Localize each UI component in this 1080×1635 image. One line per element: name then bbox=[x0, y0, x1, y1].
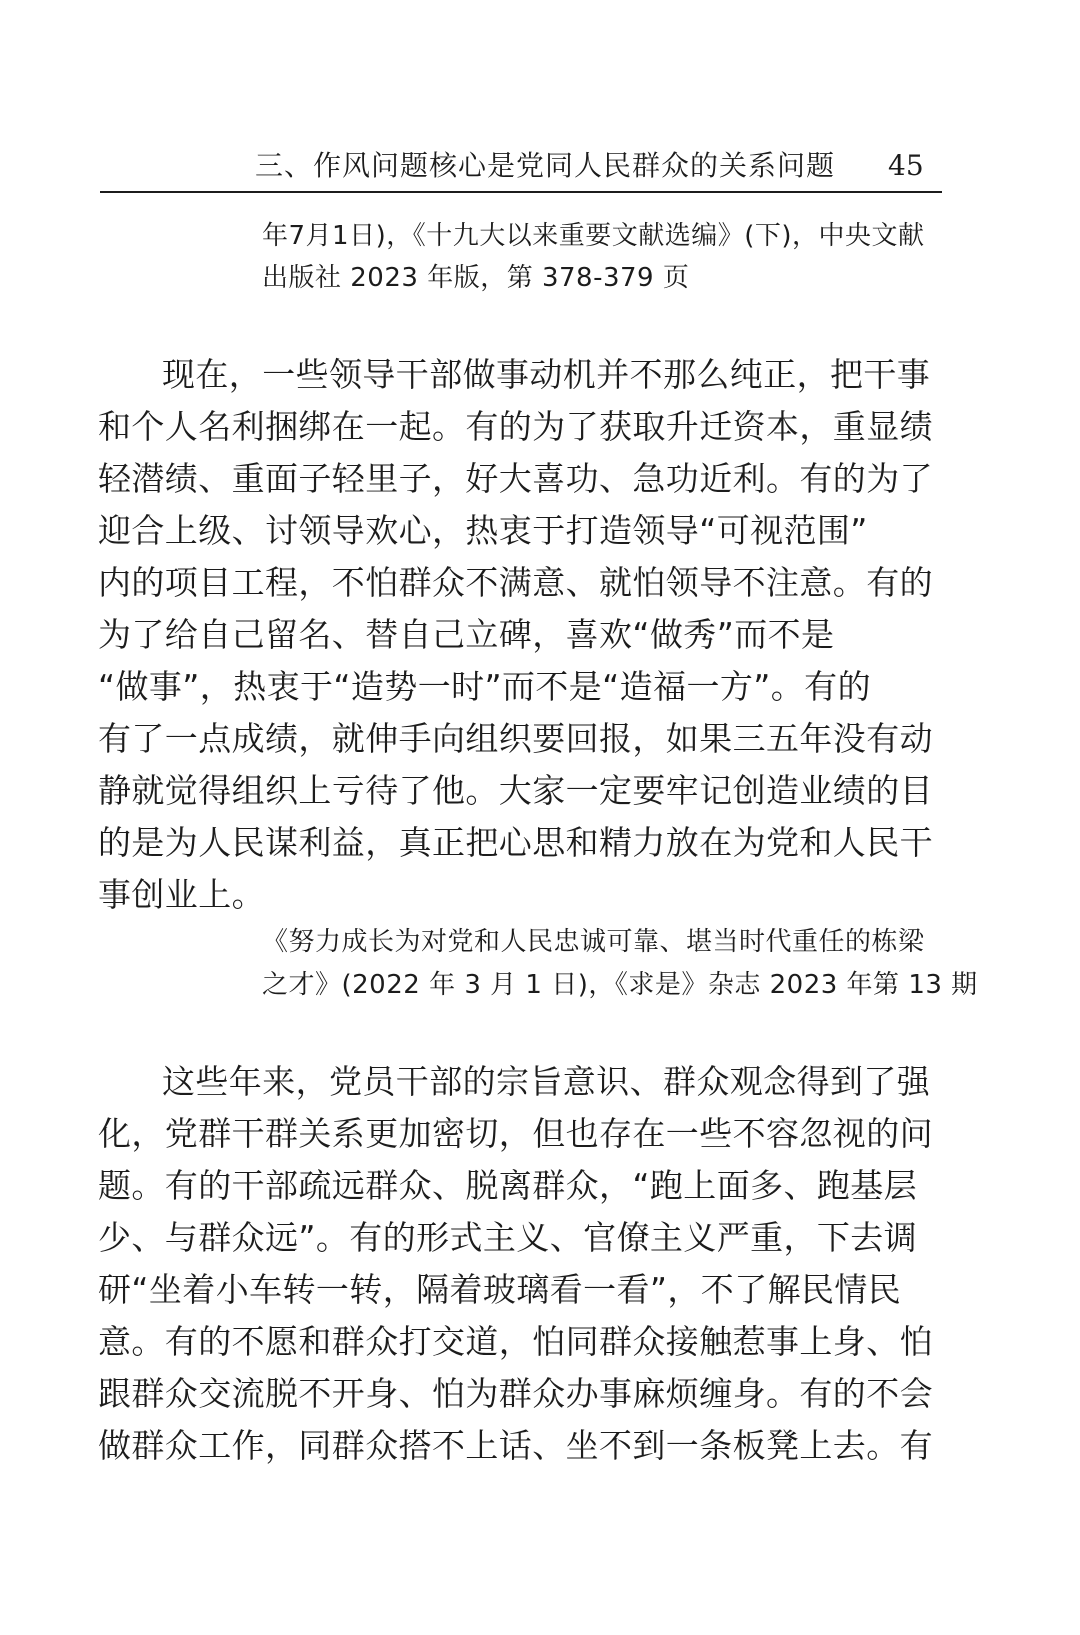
citation-line: 之才》(2022 年 3 月 1 日)，《求是》杂志 2023 年第 13 期 bbox=[262, 970, 978, 1000]
paragraph-line: 研“坐着小车转一转，隔着玻璃看一看”，不了解民情民 bbox=[98, 1270, 902, 1309]
paragraph-line: 题。有的干部疏远群众、脱离群众，“跑上面多、跑基层 bbox=[98, 1166, 918, 1205]
footnote-line: 出版社 2023 年版，第 378-379 页 bbox=[262, 263, 690, 293]
citation-line: 《努力成长为对党和人民忠诚可靠、堪当时代重任的栋梁 bbox=[262, 927, 925, 957]
paragraph-line: 化，党群干群关系更加密切，但也存在一些不容忽视的问 bbox=[98, 1114, 933, 1153]
running-header-title: 三、作风问题核心是党同人民群众的关系问题 bbox=[255, 149, 836, 182]
paragraph-line: 和个人名利捆绑在一起。有的为了获取升迁资本，重显绩 bbox=[98, 407, 933, 446]
paragraph-line: 做群众工作，同群众搭不上话、坐不到一条板凳上去。有 bbox=[98, 1426, 933, 1465]
paragraph-line: 为了给自己留名、替自己立碑，喜欢“做秀”而不是 bbox=[98, 615, 835, 654]
paragraph-line: 的是为人民谋利益，真正把心思和精力放在为党和人民干 bbox=[98, 823, 933, 862]
paragraph-line: 迎合上级、讨领导欢心，热衷于打造领导“可视范围” bbox=[98, 511, 868, 550]
paragraph-line: 轻潜绩、重面子轻里子，好大喜功、急功近利。有的为了 bbox=[98, 459, 933, 498]
footnote-line: 年7月1日)，《十九大以来重要文献选编》(下)，中央文献 bbox=[262, 221, 925, 251]
paragraph-line: 事创业上。 bbox=[98, 875, 265, 914]
page-header bbox=[0, 0, 1080, 200]
paragraph-line: 这些年来，党员干部的宗旨意识、群众观念得到了强 bbox=[162, 1062, 931, 1101]
paragraph-line: 静就觉得组织上亏待了他。大家一定要牢记创造业绩的目 bbox=[98, 771, 933, 810]
paragraph-line: 有了一点成绩，就伸手向组织要回报，如果三五年没有动 bbox=[98, 719, 933, 758]
paragraph-line: “做事”，热衷于“造势一时”而不是“造福一方”。有的 bbox=[98, 667, 871, 706]
paragraph-line: 少、与群众远”。有的形式主义、官僚主义严重，下去调 bbox=[98, 1218, 918, 1257]
paragraph-line: 内的项目工程，不怕群众不满意、就怕领导不注意。有的 bbox=[98, 563, 933, 602]
paragraph-line: 现在，一些领导干部做事动机并不那么纯正，把干事 bbox=[162, 355, 931, 394]
page-number: 45 bbox=[888, 149, 924, 182]
paragraph-line: 跟群众交流脱不开身、怕为群众办事麻烦缠身。有的不会 bbox=[98, 1374, 933, 1413]
paragraph-line: 意。有的不愿和群众打交道，怕同群众接触惹事上身、怕 bbox=[98, 1322, 933, 1361]
header-rule bbox=[100, 191, 942, 193]
